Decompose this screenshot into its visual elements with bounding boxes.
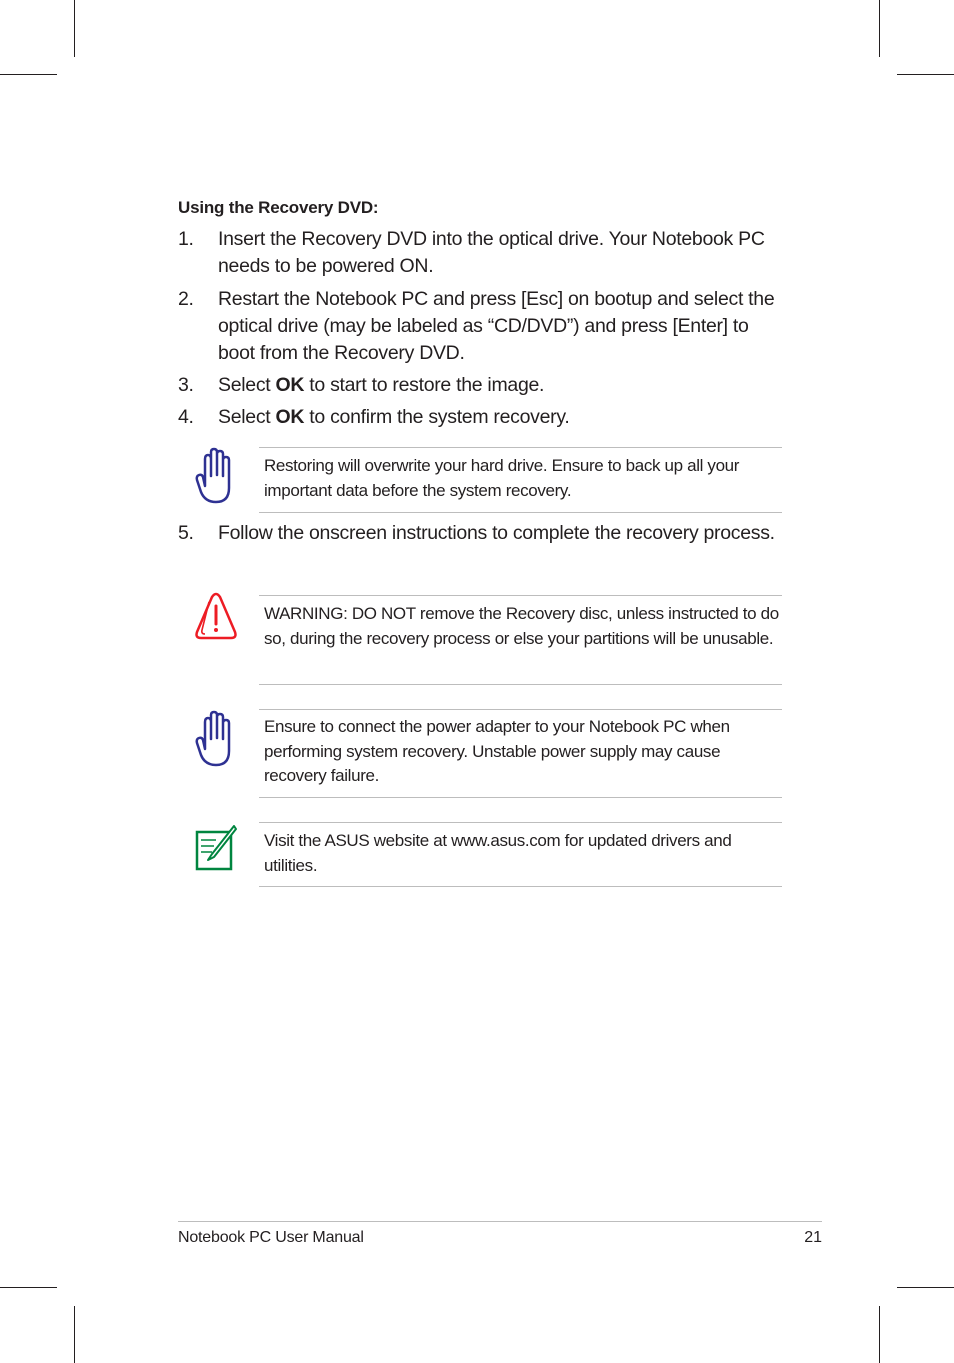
hand-stop-icon <box>193 709 239 771</box>
note-box <box>259 447 782 513</box>
step-number: 1. <box>178 228 194 250</box>
crop-mark <box>74 0 75 57</box>
note-box <box>259 595 782 685</box>
note-text: WARNING: DO NOT remove the Recovery disc, unless instructed to do so, during the recovery process or else your partitions will be unusable. <box>264 604 779 648</box>
footer-title: Notebook PC User Manual <box>178 1229 364 1246</box>
note-box <box>259 822 782 887</box>
page-number: 21 <box>804 1229 822 1246</box>
note-pencil-icon <box>194 824 238 872</box>
crop-mark <box>74 1306 75 1363</box>
warning-triangle-icon <box>193 592 239 642</box>
step-text-post: to confirm the system recovery. <box>304 406 570 428</box>
step-number: 3. <box>178 374 194 396</box>
ok-keyword: OK <box>275 406 305 428</box>
step-text-pre: Select <box>218 406 276 428</box>
step-text <box>218 372 788 399</box>
step-number: 5. <box>178 522 194 544</box>
step-text-post: to start to restore the image. <box>304 374 545 396</box>
step-text-pre: Select <box>218 374 276 396</box>
step-text: Follow the onscreen instructions to complete the recovery process. <box>218 522 775 544</box>
section-heading: Using the Recovery DVD: <box>178 198 379 217</box>
step-text: Insert the Recovery DVD into the optical drive. Your Notebook PC needs to be powered ON. <box>218 228 765 277</box>
step-text: Restart the Notebook PC and press [Esc] on bootup and select the optical drive (may be labeled as “CD/DVD”) and press [Enter] to boot from the Recovery DVD. <box>218 288 775 364</box>
footer-divider <box>178 1221 822 1222</box>
hand-stop-icon <box>193 446 239 508</box>
note-text: Ensure to connect the power adapter to your Notebook PC when performing system recovery. Unstable power supply may cause recovery failure. <box>264 717 730 785</box>
step-text <box>218 404 788 431</box>
crop-mark <box>0 74 57 75</box>
step-number: 4. <box>178 406 194 428</box>
note-text: Visit the ASUS website at www.asus.com for updated drivers and utilities. <box>264 831 732 875</box>
step-number: 2. <box>178 288 194 310</box>
note-text: Restoring will overwrite your hard drive. Ensure to back up all your important data before the system recovery. <box>264 456 740 500</box>
note-box <box>259 709 782 798</box>
crop-mark <box>879 0 880 57</box>
crop-mark <box>897 74 954 75</box>
crop-mark <box>879 1306 880 1363</box>
crop-mark <box>897 1287 954 1288</box>
crop-mark <box>0 1287 57 1288</box>
ok-keyword: OK <box>275 374 305 396</box>
